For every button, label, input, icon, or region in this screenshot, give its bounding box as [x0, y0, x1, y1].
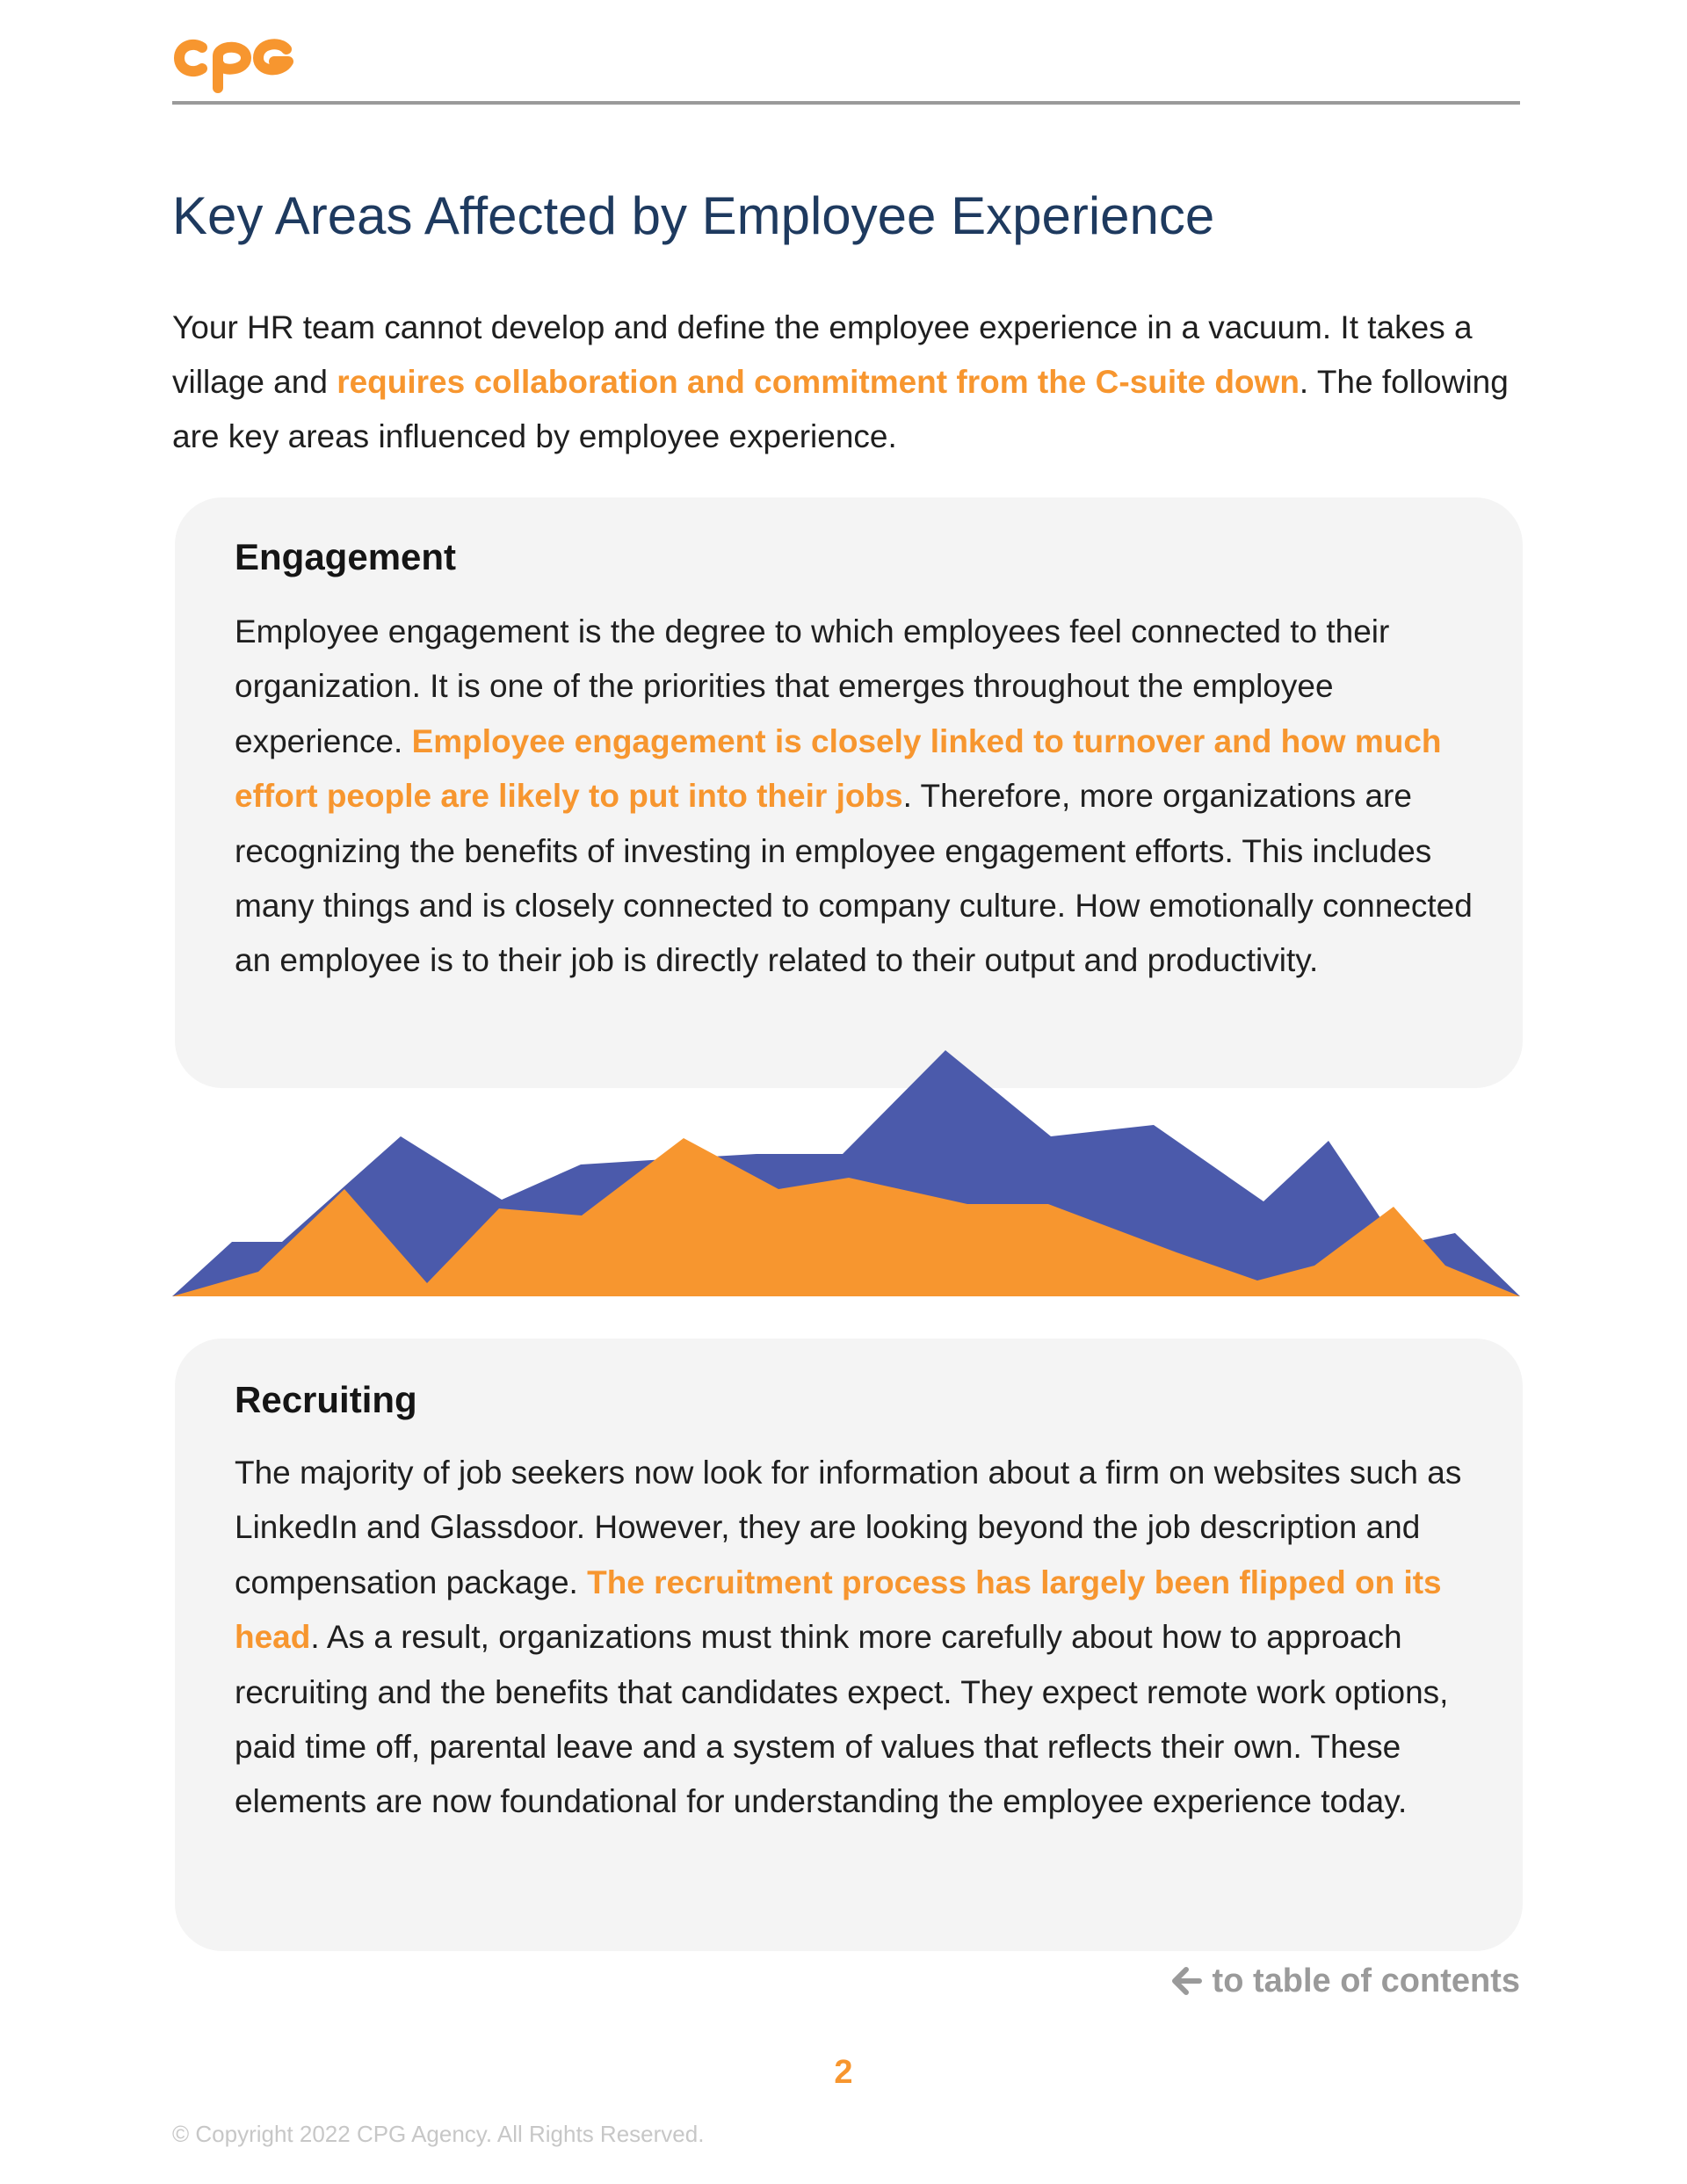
toc-link-label: to table of contents [1212, 1962, 1520, 1999]
engagement-highlight: Employee engagement is closely linked to turnover and how much effort people are likely to put into their jobs [235, 722, 1442, 815]
cpg-logo [172, 30, 300, 97]
header-divider [172, 101, 1520, 105]
recruiting-body [235, 1446, 1482, 1830]
engagement-body [235, 605, 1482, 989]
intro-text: Your HR team cannot develop and define the employee experience in a vacuum. It takes a village and [172, 309, 1473, 400]
mountain-range [172, 1041, 1520, 1296]
recruiting-card [175, 1339, 1523, 1951]
page-title: Key Areas Affected by Employee Experience [172, 186, 1215, 245]
toc-link[interactable] [1169, 1956, 1520, 2006]
engagement-text: Employee engagement is the degree to which employees feel connected to their organization. It is one of the priorities that emerges throughout the employee experience. [235, 613, 1390, 759]
recruiting-heading: Recruiting [235, 1379, 417, 1420]
intro-text-end: . The following are key areas influenced by employee experience. [172, 364, 1509, 454]
recruiting-text: The majority of job seekers now look for information about a firm on websites such as LinkedIn and Glassdoor. However, they are looking beyond the job description and compensation package. [235, 1455, 1462, 1600]
engagement-text-end: . Therefore, more organizations are recognizing the benefits of investing in employee engagement efforts. This includes many things and is closely connected to company culture. How emotionally connected an employee is to their job is directly related to their output and productivity. [235, 778, 1473, 979]
copyright-notice: © Copyright 2022 CPG Agency. All Rights Reserved. [172, 2121, 705, 2147]
engagement-card [175, 497, 1523, 1088]
engagement-heading: Engagement [235, 536, 457, 577]
page-number: 2 [834, 2054, 853, 2091]
intro-paragraph [172, 301, 1525, 464]
recruiting-highlight: The recruitment process has largely been flipped on its head [235, 1564, 1442, 1656]
intro-highlight: requires collaboration and commitment from the C-suite down [337, 364, 1300, 400]
recruiting-text-end: . As a result, organizations must think more carefully about how to approach recruiting and the benefits that candidates expect. They expect remote work options, paid time off, parental leave and a system of values that reflects their own. These elements are now foundational for understanding the employee experience today. [235, 1619, 1449, 1820]
arrow-left-icon [1170, 1966, 1202, 1996]
